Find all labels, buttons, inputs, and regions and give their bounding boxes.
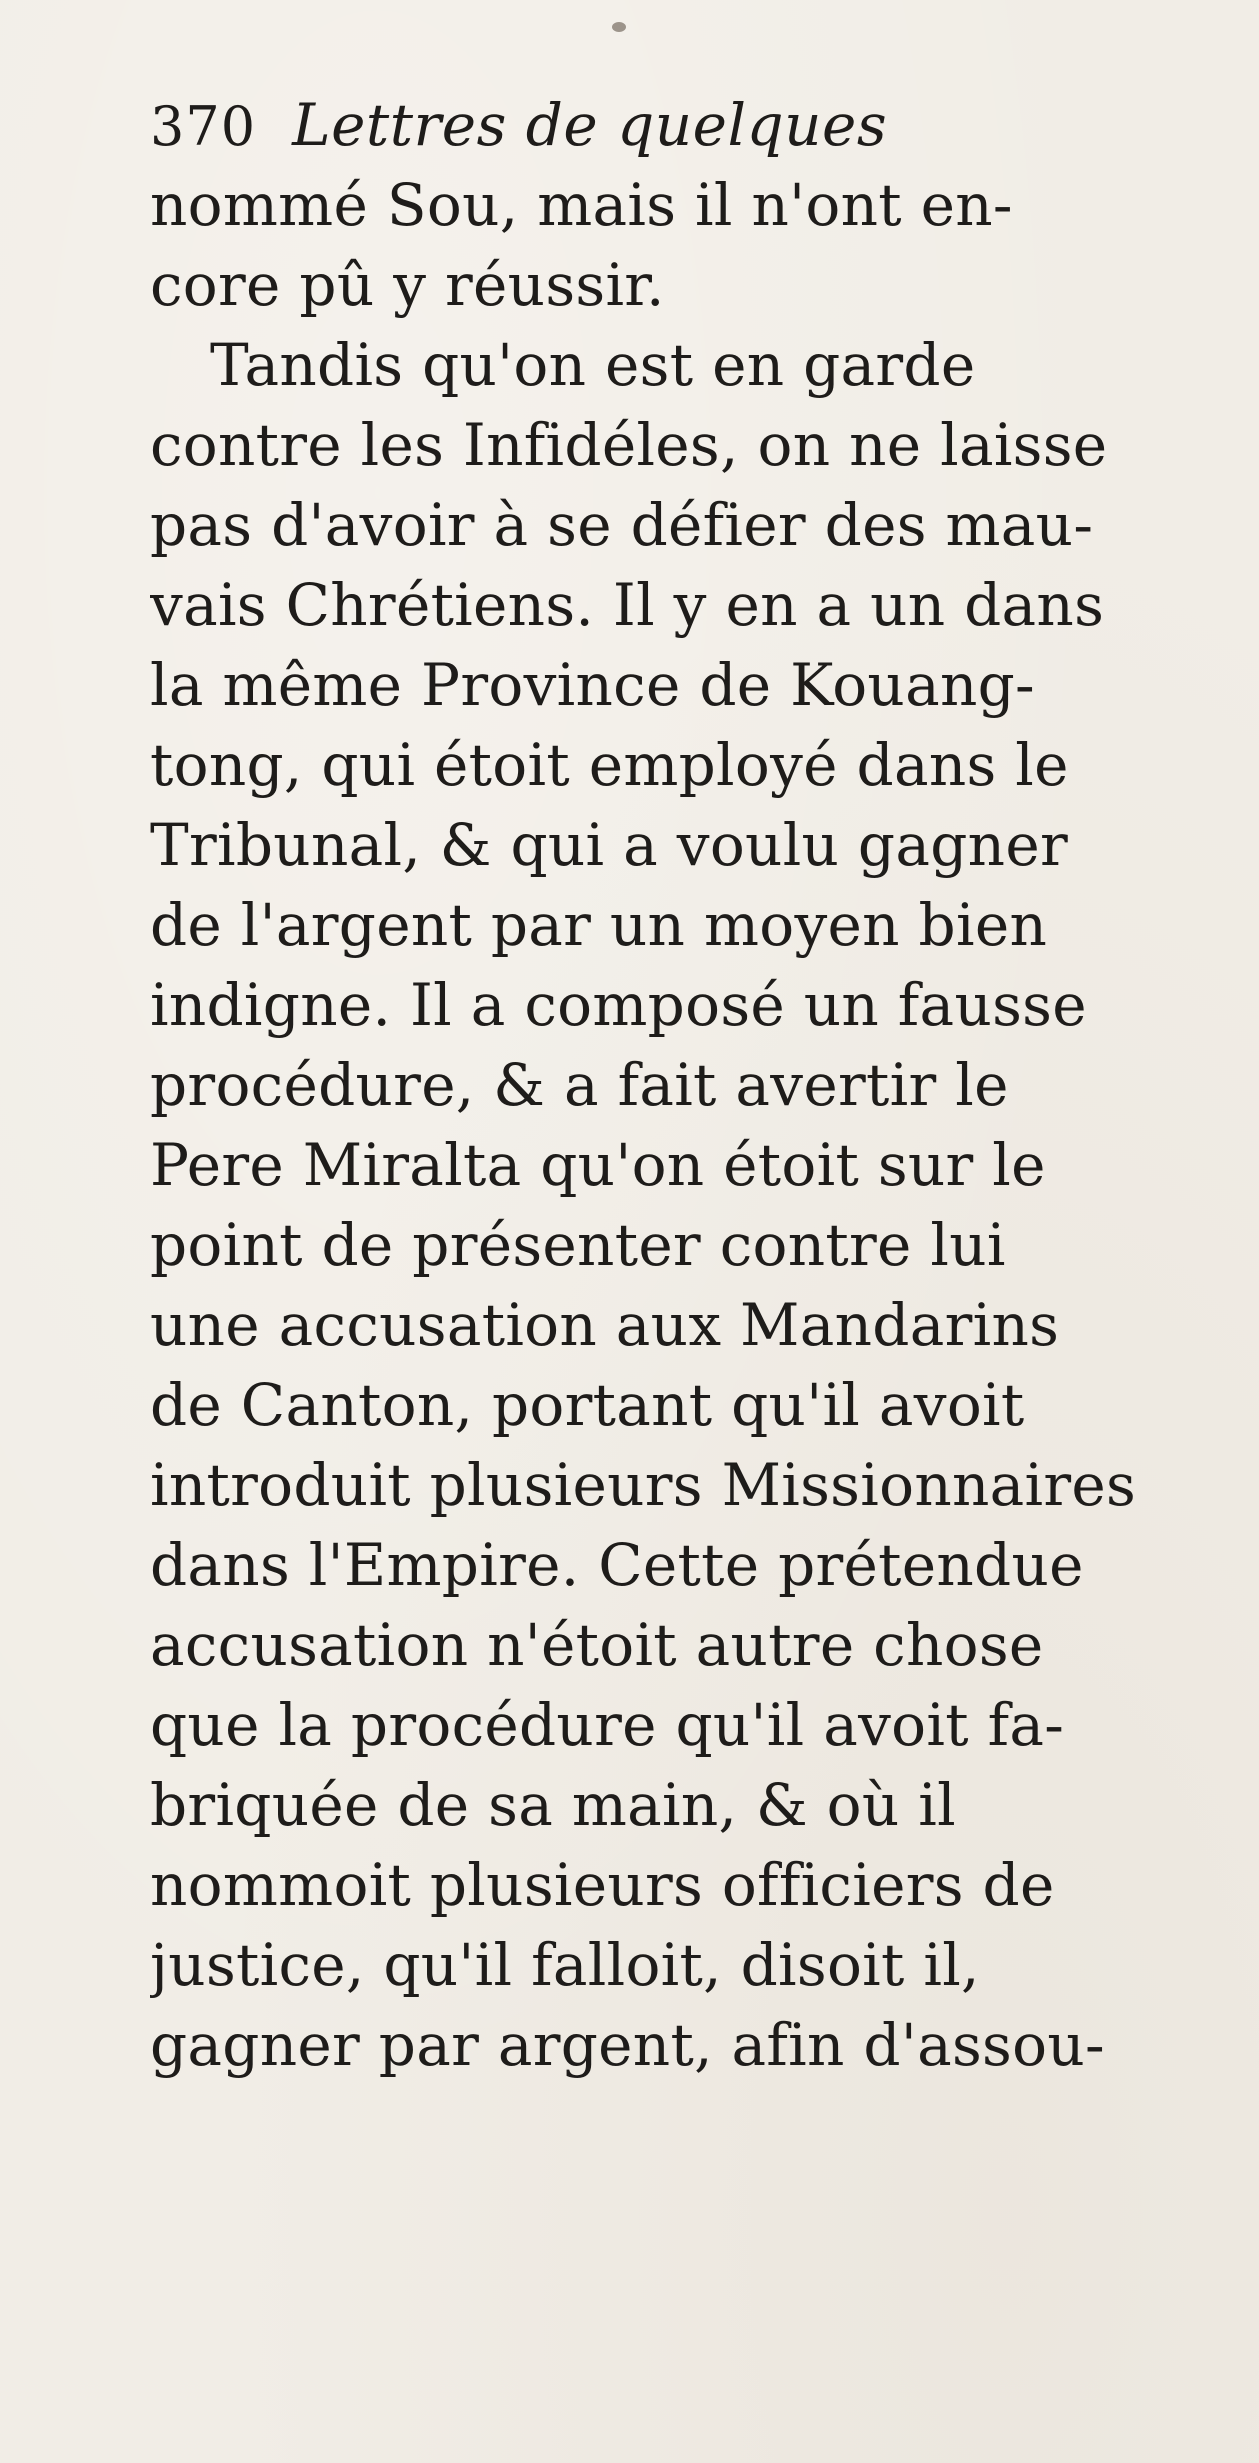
ink-mark xyxy=(612,22,626,32)
text-line: briquée de sa main, & où il xyxy=(150,1771,956,1839)
text-line: la même Province de Kouang- xyxy=(150,651,1035,719)
text-line: contre les Infidéles, on ne laisse xyxy=(150,411,1108,479)
text-line: procédure, & a fait avertir le xyxy=(150,1051,1009,1119)
text-line: nommoit plusieurs officiers de xyxy=(150,1851,1055,1919)
text-line: core pû y réussir. xyxy=(150,251,665,319)
text-line: indigne. Il a composé un fausse xyxy=(150,971,1087,1039)
text-line: que la procédure qu'il avoit fa- xyxy=(150,1691,1065,1759)
text-line: dans l'Empire. Cette prétendue xyxy=(150,1531,1084,1599)
text-line: introduit plusieurs Missionnaires xyxy=(150,1451,1137,1519)
text-line: de Canton, portant qu'il avoit xyxy=(150,1371,1025,1439)
page-header xyxy=(150,85,1210,165)
text-line: justice, qu'il falloit, disoit il, xyxy=(150,1931,980,1999)
running-head: Lettres de quelques xyxy=(292,91,888,159)
paragraph-first-line: Tandis qu'on est en garde xyxy=(210,331,976,399)
page-text-block xyxy=(150,85,1210,2085)
text-line: tong, qui étoit employé dans le xyxy=(150,731,1069,799)
page-number: 370 xyxy=(150,95,257,158)
text-line: une accusation aux Mandarins xyxy=(150,1291,1060,1359)
text-line: gagner par argent, afin d'assou- xyxy=(150,2011,1105,2079)
text-line: Pere Miralta qu'on étoit sur le xyxy=(150,1131,1046,1199)
text-line: point de présenter contre lui xyxy=(150,1211,1006,1279)
text-line: de l'argent par un moyen bien xyxy=(150,891,1048,959)
text-line: vais Chrétiens. Il y en a un dans xyxy=(150,571,1105,639)
text-line: nommé Sou, mais il n'ont en- xyxy=(150,171,1013,239)
text-line: Tribunal, & qui a voulu gagner xyxy=(150,811,1068,879)
text-line: accusation n'étoit autre chose xyxy=(150,1611,1044,1679)
text-line: pas d'avoir à se défier des mau- xyxy=(150,491,1094,559)
